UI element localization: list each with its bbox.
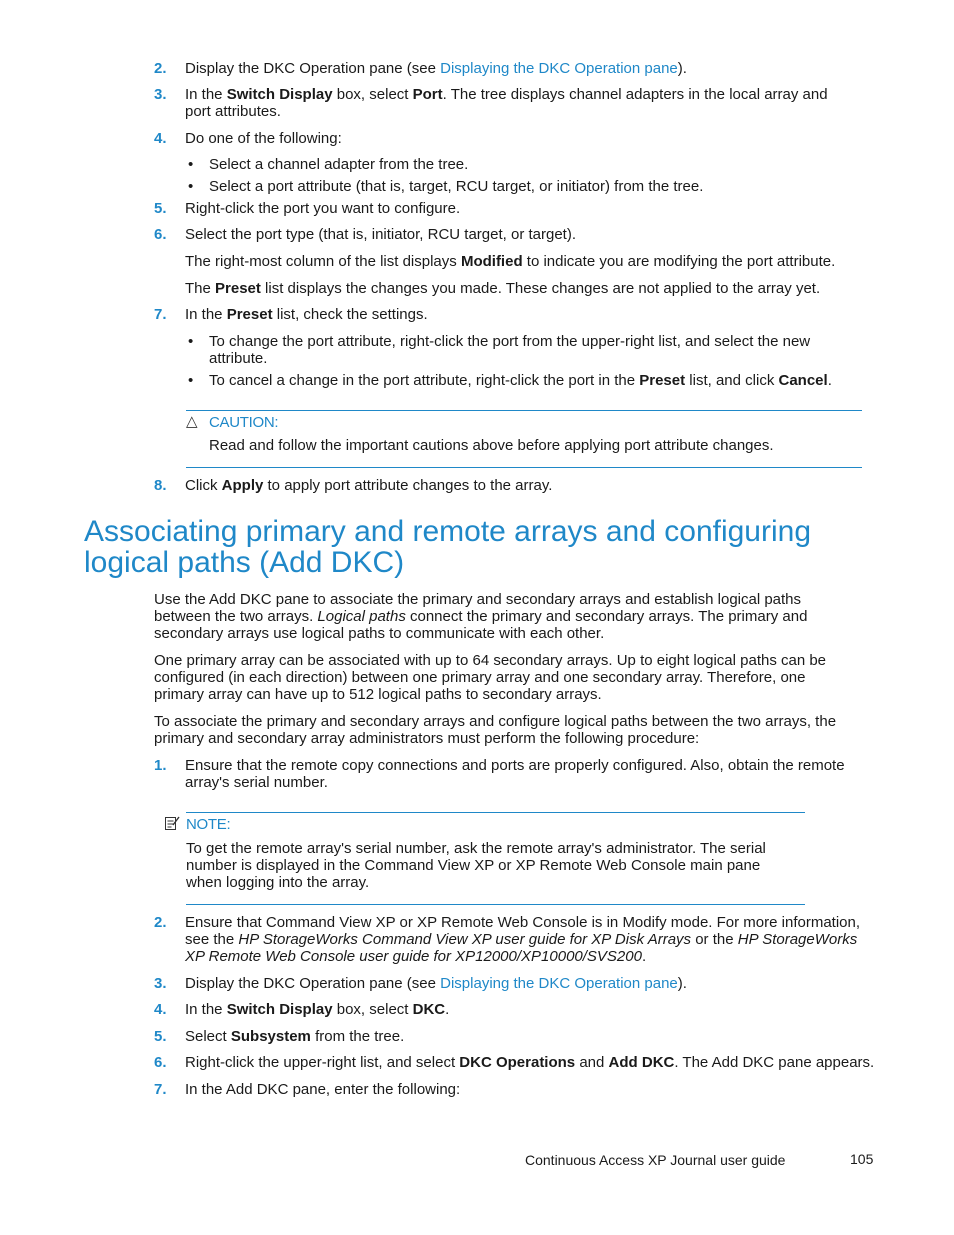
step-paragraph: The right-most column of the list displays Modified to indicate you are modifying the port attribute. bbox=[185, 253, 836, 270]
step-text: In the Add DKC pane, enter the following: bbox=[185, 1081, 461, 1098]
step-text: Ensure that Command View XP or XP Remote Web Console is in Modify mode. For more information, see the HP StorageWorks Command View XP user guide for XP Disk Arrays or the HP StorageWorks XP Remote Web Console user guide for XP12000/XP10000/SVS200. bbox=[185, 914, 861, 965]
step-text: Click Apply to apply port attribute changes to the array. bbox=[185, 477, 553, 494]
step-number: 7. bbox=[154, 306, 167, 323]
step-text: Select Subsystem from the tree. bbox=[185, 1028, 405, 1045]
bullet-text: To change the port attribute, right-click the port from the upper-right list, and select the new attribute. bbox=[209, 333, 811, 367]
step-text: In the Preset list, check the settings. bbox=[185, 306, 428, 323]
step-number: 3. bbox=[154, 86, 167, 103]
section-paragraph: One primary array can be associated with up to 64 secondary arrays. Up to eight logical paths can be configured (in each direction) between one primary array and one secondary array. Therefore, one primary array can have up to 512 logical paths to secondary arrays. bbox=[154, 652, 827, 703]
bullet-icon: • bbox=[188, 372, 194, 389]
callout-top-rule bbox=[186, 812, 805, 813]
step-number: 3. bbox=[154, 975, 167, 992]
step-text: Do one of the following: bbox=[185, 130, 342, 147]
step-paragraph: The Preset list displays the changes you made. These changes are not applied to the array yet. bbox=[185, 280, 821, 297]
bullet-icon: • bbox=[188, 178, 194, 195]
step-text: Right-click the port you want to configure. bbox=[185, 200, 461, 217]
callout-bottom-rule bbox=[186, 904, 805, 905]
step-number: 6. bbox=[154, 226, 167, 243]
bullet-icon: • bbox=[188, 156, 194, 173]
step-text: Ensure that the remote copy connections and ports are properly configured. Also, obtain the remote array's serial number. bbox=[185, 757, 845, 791]
dkc-operation-link[interactable]: Displaying the DKC Operation pane bbox=[440, 975, 678, 992]
bullet-icon: • bbox=[188, 333, 194, 350]
caution-label: CAUTION: bbox=[209, 414, 279, 431]
step-number: 7. bbox=[154, 1081, 167, 1098]
step-number: 2. bbox=[154, 60, 167, 77]
footer-title: Continuous Access XP Journal user guide bbox=[525, 1152, 786, 1168]
step-text: Display the DKC Operation pane (see Displaying the DKC Operation pane). bbox=[185, 975, 687, 992]
caution-text: Read and follow the important cautions above before applying port attribute changes. bbox=[209, 437, 774, 454]
bullet-text: To cancel a change in the port attribute, right-click the port in the Preset list, and click Cancel. bbox=[209, 372, 832, 389]
step-number: 5. bbox=[154, 200, 167, 217]
step-number: 4. bbox=[154, 130, 167, 147]
callout-top-rule bbox=[186, 410, 862, 411]
section-paragraph: To associate the primary and secondary arrays and configure logical paths between the two arrays, the primary and secondary array administrators must perform the following procedure: bbox=[154, 713, 837, 747]
page-number: 105 bbox=[850, 1151, 874, 1167]
step-text: Select the port type (that is, initiator, RCU target, or target). bbox=[185, 226, 577, 243]
step-text: In the Switch Display box, select Port. The tree displays channel adapters in the local array and port attributes. bbox=[185, 86, 828, 120]
note-icon bbox=[164, 815, 180, 831]
bullet-text: Select a port attribute (that is, target, RCU target, or initiator) from the tree. bbox=[209, 178, 704, 195]
bullet-text: Select a channel adapter from the tree. bbox=[209, 156, 469, 173]
step-number: 8. bbox=[154, 477, 167, 494]
step-number: 5. bbox=[154, 1028, 167, 1045]
callout-bottom-rule bbox=[186, 467, 862, 468]
section-heading: Associating primary and remote arrays and configuring logical paths (Add DKC) bbox=[84, 515, 812, 579]
caution-icon: △ bbox=[186, 413, 198, 430]
step-number: 1. bbox=[154, 757, 167, 774]
step-number: 6. bbox=[154, 1054, 167, 1071]
note-text: To get the remote array's serial number, ask the remote array's administrator. The serial number is displayed in the Command View XP or XP Remote Web Console main pane when logging into the array. bbox=[186, 840, 766, 891]
step-text: Right-click the upper-right list, and select DKC Operations and Add DKC. The Add DKC pane appears. bbox=[185, 1054, 875, 1071]
step-number: 2. bbox=[154, 914, 167, 931]
dkc-operation-link[interactable]: Displaying the DKC Operation pane bbox=[440, 60, 678, 77]
section-paragraph: Use the Add DKC pane to associate the primary and secondary arrays and establish logical paths between the two arrays. Logical paths connect the primary and secondary arrays. The primary and secondary arrays use logical paths to communicate with each other. bbox=[154, 591, 808, 642]
step-text: In the Switch Display box, select DKC. bbox=[185, 1001, 450, 1018]
note-label: NOTE: bbox=[186, 816, 231, 833]
step-text: Display the DKC Operation pane (see Displaying the DKC Operation pane). bbox=[185, 60, 687, 77]
step-number: 4. bbox=[154, 1001, 167, 1018]
